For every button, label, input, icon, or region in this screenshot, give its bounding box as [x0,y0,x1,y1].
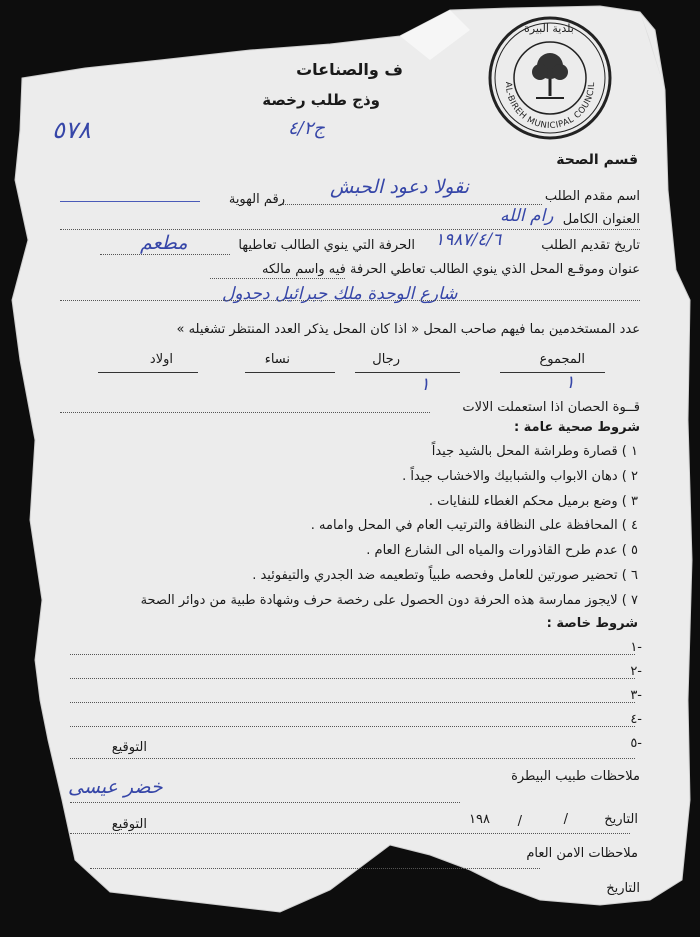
signature-line [70,758,635,759]
doctor-notes-line [70,802,460,803]
date-label: التاريخ [604,812,638,827]
application-date-value: ١٩٨٧/٤/٦ [435,230,502,250]
security-notes-label: ملاحظات الامن العام [526,846,638,861]
workers-label: عدد المستخدمين بما فيهم صاحب المحل « اذا كان المحل يذكر العدد المنتظر تشغيله » [176,322,640,337]
children-line [98,372,198,373]
horsepower-label: قــوة الحصان اذا استعملت الالات [462,400,640,415]
doctor-notes-label: ملاحظات طبيب البيطرة [511,769,640,784]
condition-item: ٣ ) وضع برميل محكم الغطاء للنفايات . [428,494,638,509]
municipal-seal [486,14,614,142]
title-line-2: وذج طلب رخصة [262,91,380,109]
special-line-4 [70,726,635,727]
special-condition-item: -١ [630,640,642,655]
condition-item: ٥ ) عدم طرح القاذورات والمياه الى الشارع العام . [366,543,638,558]
condition-item: ١ ) قصارة وطراشة المحل بالشيد جيداً [431,444,638,459]
seal-arabic-text: بلدية البيرة [524,22,574,35]
applicant-name-line [280,204,542,205]
men-label: رجال [372,352,400,367]
special-line-2 [70,678,635,679]
special-conditions-heading: شروط خاصة : [546,616,638,631]
condition-item: ٦ ) تحضير صورتين للعامل وفحصه طبياً وتطعيمه ضد الجدري والتيفوئيد . [252,568,638,583]
date-label-2: التاريخ [606,881,640,896]
location-line-1 [210,278,345,279]
serial-number: ٥٧٨ [52,116,91,144]
title-line-1: ف والصناعات [296,60,403,79]
full-address-label: العنوان الكامل [562,212,640,227]
application-date-label: تاريخ تقديم الطلب [541,238,640,253]
date-slash-1: / [563,812,568,827]
condition-item: ٢ ) دهان الابواب والشبابيك والاخشاب جيداً . [402,469,638,484]
date-slash-2: / [517,814,522,829]
location-value: شارع الوحدة ملك جبرائيل دحدول [222,284,458,304]
total-line [500,372,605,373]
address-line [60,229,640,230]
svg-text:AL-BIREH MUNICIPAL COUNCIL: AL-BIREH MUNICIPAL COUNCIL [502,81,598,132]
men-line [355,372,460,373]
condition-item: ٤ ) المحافظة على النظافة والترتيب العام في المحل وامامه . [310,518,638,533]
signature-label: التوقيع [111,740,147,755]
trade-line [100,254,230,255]
total-count-value: ١ [565,372,575,393]
special-condition-item: -٣ [630,688,642,703]
location-line-2 [60,300,640,301]
applicant-name-value: نقولا دعود الحبش [330,176,469,198]
women-line [245,372,335,373]
special-condition-item: -٢ [630,664,642,679]
horsepower-line [60,412,430,413]
children-label: اولاد [149,352,173,367]
total-label: المجموع [539,352,585,367]
trade-value: مطعم [140,232,188,254]
women-label: نساء [264,352,290,367]
id-number-line [60,201,200,202]
department-label: قسم الصحة [556,152,638,168]
special-line-3 [70,702,635,703]
signature-line-2 [70,833,630,834]
applicant-name-label: اسم مقدم الطلب [544,189,640,204]
doctor-signature: خضر عيسى [68,776,163,798]
date-year: ١٩٨ [469,812,490,827]
reference-mark: ج٤/٢ [288,118,326,139]
men-count-value: ١ [420,374,430,395]
address-value: رام الله [500,206,554,226]
location-label: عنوان وموقـع المحل الذي ينوي الطالب تعاطي الحرفة فيه واسم مالكه [262,262,640,277]
id-number-label: رقم الهوية [228,192,285,207]
general-conditions-heading: شروط صحية عامة : [513,420,640,435]
special-condition-item: -٥ [630,736,642,751]
condition-item: ٧ ) لايجوز ممارسة هذه الحرفة دون الحصول على رخصة حرف وشهادة طبية من دوائر الصحة [140,593,638,608]
security-notes-line [90,868,540,869]
trade-label: الحرفة التي ينوي الطالب تعاطيها [238,238,415,253]
special-line-1 [70,654,635,655]
special-condition-item: -٤ [630,712,642,727]
signature-label-2: التوقيع [111,817,147,832]
